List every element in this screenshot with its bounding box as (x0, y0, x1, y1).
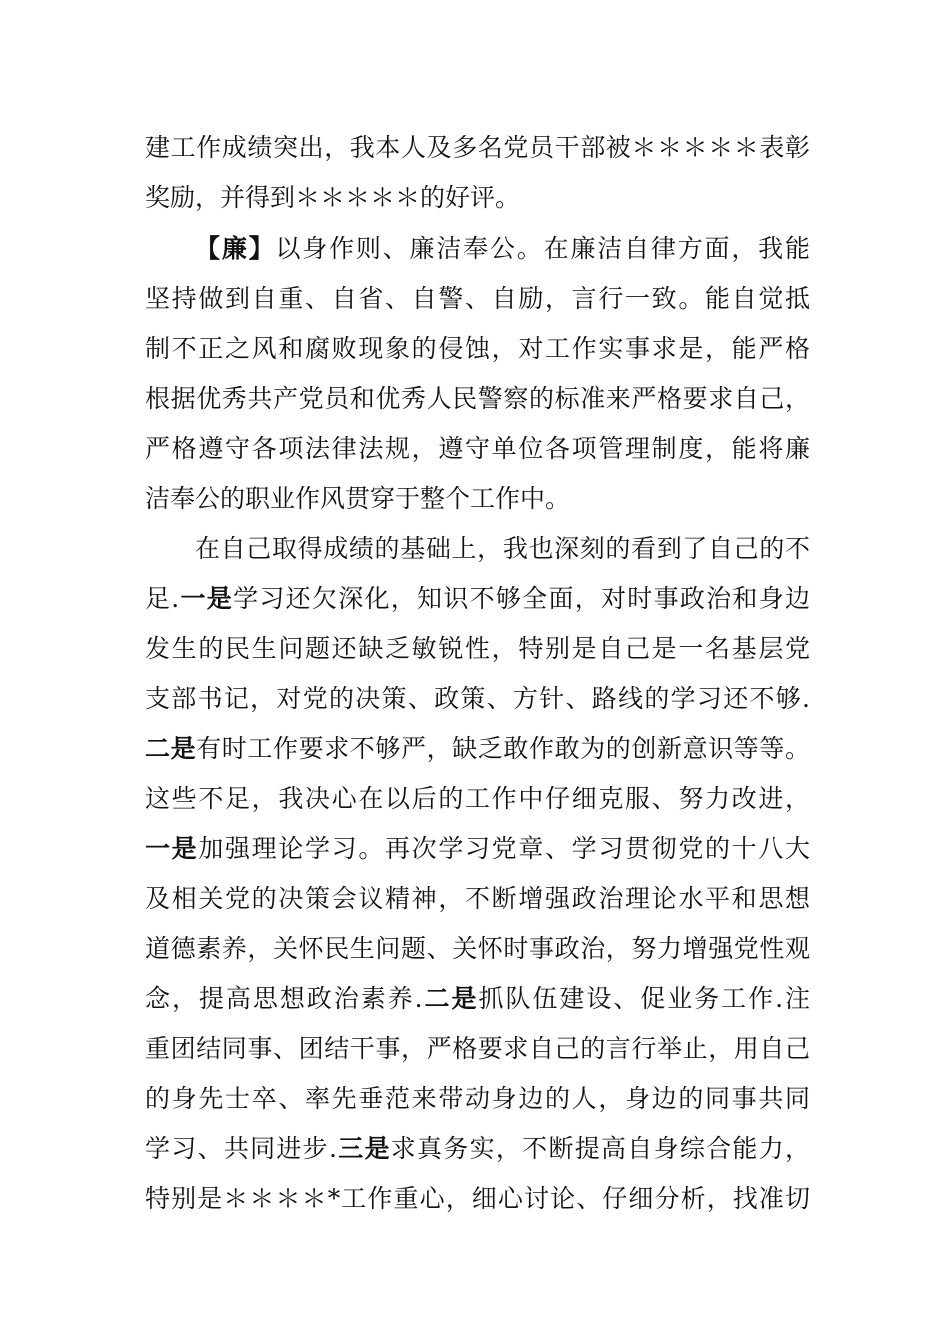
text-line: 及相关党的决策会议精神，不断增强政治理论水平和思想 (145, 884, 810, 913)
text-line: 建工作成绩突出，我本人及多名党员干部被＊＊＊＊＊表彰 (145, 133, 810, 162)
text-line: 一是加强理论学习。再次学习党章、学习贯彻党的十八大 (145, 834, 810, 863)
text-line: 支部书记，对党的决策、政策、方针、路线的学习还不够. (145, 684, 810, 713)
emphasis-label: 三是 (336, 1134, 391, 1163)
text-line: 严格遵守各项法律法规，遵守单位各项管理制度，能将廉 (145, 434, 810, 463)
text-line: 在自己取得成绩的基础上，我也深刻的看到了自己的不 (195, 534, 810, 563)
text-line: 发生的民生问题还缺乏敏锐性，特别是自己是一名基层党 (145, 634, 810, 663)
text-line: 二是有时工作要求不够严，缺乏敢作敢为的创新意识等等。 (145, 734, 810, 763)
text-line: 这些不足，我决心在以后的工作中仔细克服、努力改进， (145, 784, 810, 813)
section-heading-lian: 【廉】 (195, 234, 276, 263)
text-line: 的身先士卒、率先垂范来带动身边的人，身边的同事共同 (145, 1084, 810, 1113)
emphasis-label: 二是 (145, 734, 197, 763)
emphasis-label: 一是 (179, 584, 234, 613)
text-line: 洁奉公的职业作风贯穿于整个工作中。 (145, 484, 571, 513)
emphasis-label: 二是 (422, 984, 479, 1013)
text-line: 重团结同事、团结干事，严格要求自己的言行举止，用自己 (145, 1034, 810, 1063)
text-line: 【廉】以身作则、廉洁奉公。在廉洁自律方面，我能 (195, 234, 810, 263)
text-line: 奖励，并得到＊＊＊＊＊的好评。 (145, 183, 521, 212)
text-line: 根据优秀共产党员和优秀人民警察的标准来严格要求自己， (145, 384, 810, 413)
text-line: 学习、共同进步.三是求真务实，不断提高自身综合能力， (145, 1134, 810, 1163)
text-line: 足.一是学习还欠深化，知识不够全面，对时事政治和身边 (145, 584, 810, 613)
text-line: 坚持做到自重、自省、自警、自励，言行一致。能自觉抵 (145, 284, 810, 313)
text-line: 特别是＊＊＊＊*工作重心，细心讨论、仔细分析，找准切 (145, 1184, 810, 1213)
text-line: 制不正之风和腐败现象的侵蚀，对工作实事求是，能严格 (145, 334, 810, 363)
text-line: 念，提高思想政治素养.二是抓队伍建设、促业务工作.注 (145, 984, 810, 1013)
emphasis-label: 一是 (145, 834, 199, 863)
text-line: 道德素养，关怀民生问题、关怀时事政治，努力增强党性观 (145, 934, 810, 963)
